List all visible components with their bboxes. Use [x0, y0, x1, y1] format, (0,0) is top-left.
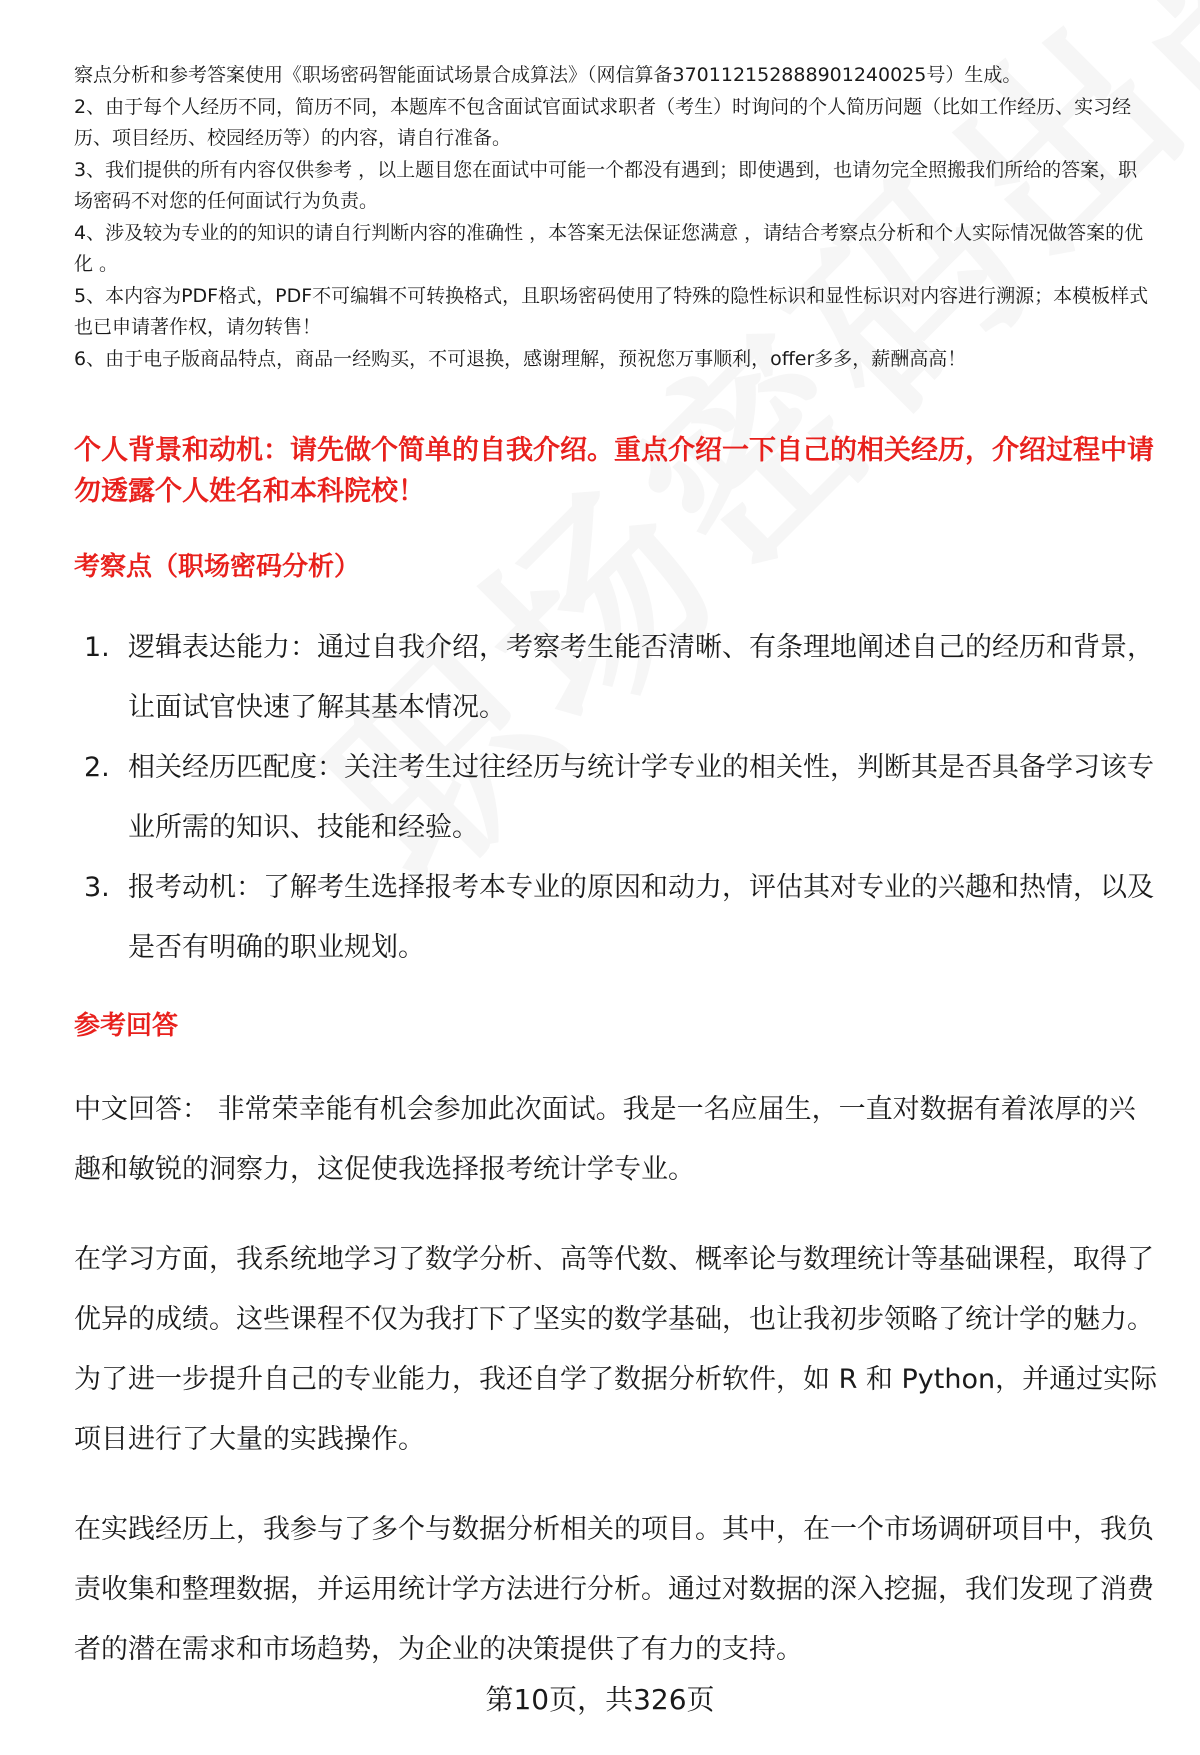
interview-question: 个人背景和动机：请先做个简单的自我介绍。重点介绍一下自己的相关经历，介绍过程中请勿透露个人姓名和本科院校！ — [74, 435, 1154, 507]
answer-paragraph — [74, 1230, 1159, 1470]
answer-paragraph — [74, 1080, 1159, 1200]
point-number: 1. — [84, 632, 110, 663]
note-line: 3、我们提供的所有内容仅供参考 ，以上题目您在面试中可能一个都没有遇到；即使遇到，也请勿完全照搬我们所给的答案，职场密码不对您的任何面试行为负责。 — [74, 158, 1138, 212]
disclaimer-notes — [74, 60, 1154, 375]
answer-text: 中文回答： 非常荣幸能有机会参加此次面试。我是一名应届生，一直对数据有着浓厚的兴趣和敏锐的洞察力，这促使我选择报考统计学专业。 — [74, 1094, 1136, 1185]
answer-text: 在学习方面，我系统地学习了数学分析、高等代数、概率论与数理统计等基础课程，取得了优异的成绩。这些课程不仅为我打下了坚实的数学基础，也让我初步领略了统计学的魅力。为了进一步提升自己的专业能力，我还自学了数据分析软件，如 R 和 Python，并通过实际项目进行了大量的实践操作。 — [74, 1244, 1158, 1455]
analysis-point — [84, 858, 1154, 978]
analysis-points — [84, 618, 1154, 978]
page-number: 第10页，共326页 — [485, 1683, 715, 1716]
point-text: 逻辑表达能力：通过自我介绍，考察考生能否清晰、有条理地阐述自己的经历和背景，让面试官快速了解其基本情况。 — [128, 632, 1154, 723]
analysis-point — [84, 618, 1154, 738]
answer-text: 在实践经历上，我参与了多个与数据分析相关的项目。其中，在一个市场调研项目中，我负责收集和整理数据，并运用统计学方法进行分析。通过对数据的深入挖掘，我们发现了消费者的潜在需求和市场趋势，为企业的决策提供了有力的支持。 — [74, 1514, 1154, 1665]
note-line: 察点分析和参考答案使用《职场密码智能面试场景合成算法》（网信算备370112152888901240025号）生成。 — [74, 64, 1022, 86]
point-number: 2. — [84, 752, 110, 783]
point-number: 3. — [84, 872, 110, 903]
note-line: 6、由于电子版商品特点，商品一经购买，不可退换，感谢理解，预祝您万事顺利，offer多多，薪酬高高！ — [74, 347, 967, 370]
reference-heading: 参考回答 — [74, 1011, 179, 1041]
note-line: 4、涉及较为专业的的知识的请自行判断内容的准确性 ，本答案无法保证您满意 ，请结合考察点分析和个人实际情况做答案的优化 。 — [74, 221, 1144, 275]
point-text: 报考动机：了解考生选择报考本专业的原因和动力，评估其对专业的兴趣和热情，以及是否有明确的职业规划。 — [128, 872, 1154, 963]
answer-paragraph — [74, 1500, 1159, 1680]
note-line: 5、本内容为PDF格式，PDF不可编辑不可转换格式，且职场密码使用了特殊的隐性标识和显性标识对内容进行溯源；本模板样式也已申请著作权，请勿转售！ — [74, 284, 1149, 338]
point-text: 相关经历匹配度：关注考生过往经历与统计学专业的相关性，判断其是否具备学习该专业所需的知识、技能和经验。 — [128, 752, 1154, 843]
note-line: 2、由于每个人经历不同，简历不同，本题库不包含面试官面试求职者（考生）时询问的个人简历问题（比如工作经历、实习经历、项目经历、校园经历等）的内容，请自行准备。 — [74, 95, 1132, 149]
analysis-point — [84, 738, 1154, 858]
analysis-heading: 考察点（职场密码分析） — [74, 552, 361, 582]
